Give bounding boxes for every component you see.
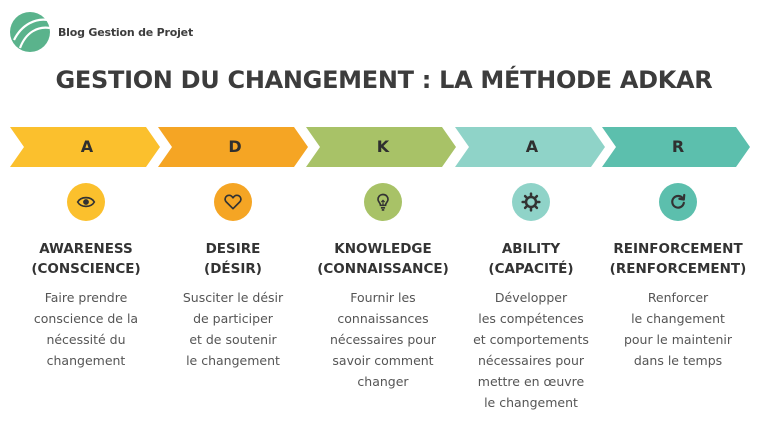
step-column-5 <box>602 239 754 371</box>
description-line: nécessaires pour <box>329 332 437 347</box>
description-line: changer <box>357 374 409 389</box>
description-line: connaissances <box>337 311 429 326</box>
chevron-letter-2: D <box>228 137 242 156</box>
eye-icon <box>76 192 96 212</box>
description-line: nécessaires pour <box>477 353 585 368</box>
description-line: Développer <box>494 290 568 305</box>
step-icon-circle-1 <box>67 183 105 221</box>
description-line: et de soutenir <box>189 332 277 347</box>
description-line: Susciter le désir <box>182 290 284 305</box>
description-line: mettre en œuvre <box>477 374 585 389</box>
leaf-logo-icon <box>8 10 52 54</box>
step-icon-circle-2 <box>214 183 252 221</box>
step-description <box>602 287 754 371</box>
description-line: dans le temps <box>633 353 723 368</box>
step-column-1 <box>10 239 162 371</box>
description-line: le changement <box>186 353 280 368</box>
chevron-letter-5: R <box>671 137 685 156</box>
step-column-2 <box>157 239 309 371</box>
step-subtitle: (DÉSIR) <box>204 261 262 277</box>
step-description <box>157 287 309 371</box>
description-line: Renforcer <box>647 290 709 305</box>
page-title: GESTION DU CHANGEMENT : LA MÉTHODE ADKAR <box>55 66 713 94</box>
description-line: les compétences <box>478 311 584 326</box>
step-column-3 <box>307 239 459 392</box>
step-description <box>10 287 162 371</box>
step-subtitle: (RENFORCEMENT) <box>609 261 747 277</box>
description-line: Fournir les <box>350 290 416 305</box>
lightbulb-icon <box>373 192 393 212</box>
description-line: pour le maintenir <box>623 332 733 347</box>
description-line: Faire prendre <box>44 290 128 305</box>
brand-logo <box>8 10 193 54</box>
description-line: changement <box>46 353 126 368</box>
description-line: conscience de la <box>33 311 139 326</box>
step-description <box>455 287 607 413</box>
description-line: nécessité du <box>46 332 126 347</box>
step-icon-circle-5 <box>659 183 697 221</box>
chevron-letter-4: A <box>525 137 539 156</box>
chevron-letter-3: K <box>376 137 390 156</box>
description-line: le changement <box>631 311 725 326</box>
step-icon-circle-3 <box>364 183 402 221</box>
brand-name: Blog Gestion de Projet <box>58 25 193 39</box>
step-subtitle: (CONSCIENCE) <box>31 261 141 277</box>
refresh-icon <box>668 192 688 212</box>
heart-icon <box>223 192 243 212</box>
step-icon-circle-4 <box>512 183 550 221</box>
step-subtitle: (CAPACITÉ) <box>488 261 574 277</box>
description-line: et comportements <box>473 332 589 347</box>
description-line: de participer <box>193 311 273 326</box>
step-title: DESIRE <box>205 241 261 257</box>
step-title: ABILITY <box>501 241 561 257</box>
step-title: REINFORCEMENT <box>613 241 743 257</box>
step-title: AWARENESS <box>39 241 133 257</box>
chevron-letter-1: A <box>80 137 94 156</box>
gear-icon <box>521 192 541 212</box>
description-line: le changement <box>484 395 578 410</box>
description-line: savoir comment <box>332 353 434 368</box>
step-column-4 <box>455 239 607 413</box>
step-title: KNOWLEDGE <box>334 241 432 257</box>
step-subtitle: (CONNAISSANCE) <box>317 261 449 277</box>
step-description <box>307 287 459 392</box>
